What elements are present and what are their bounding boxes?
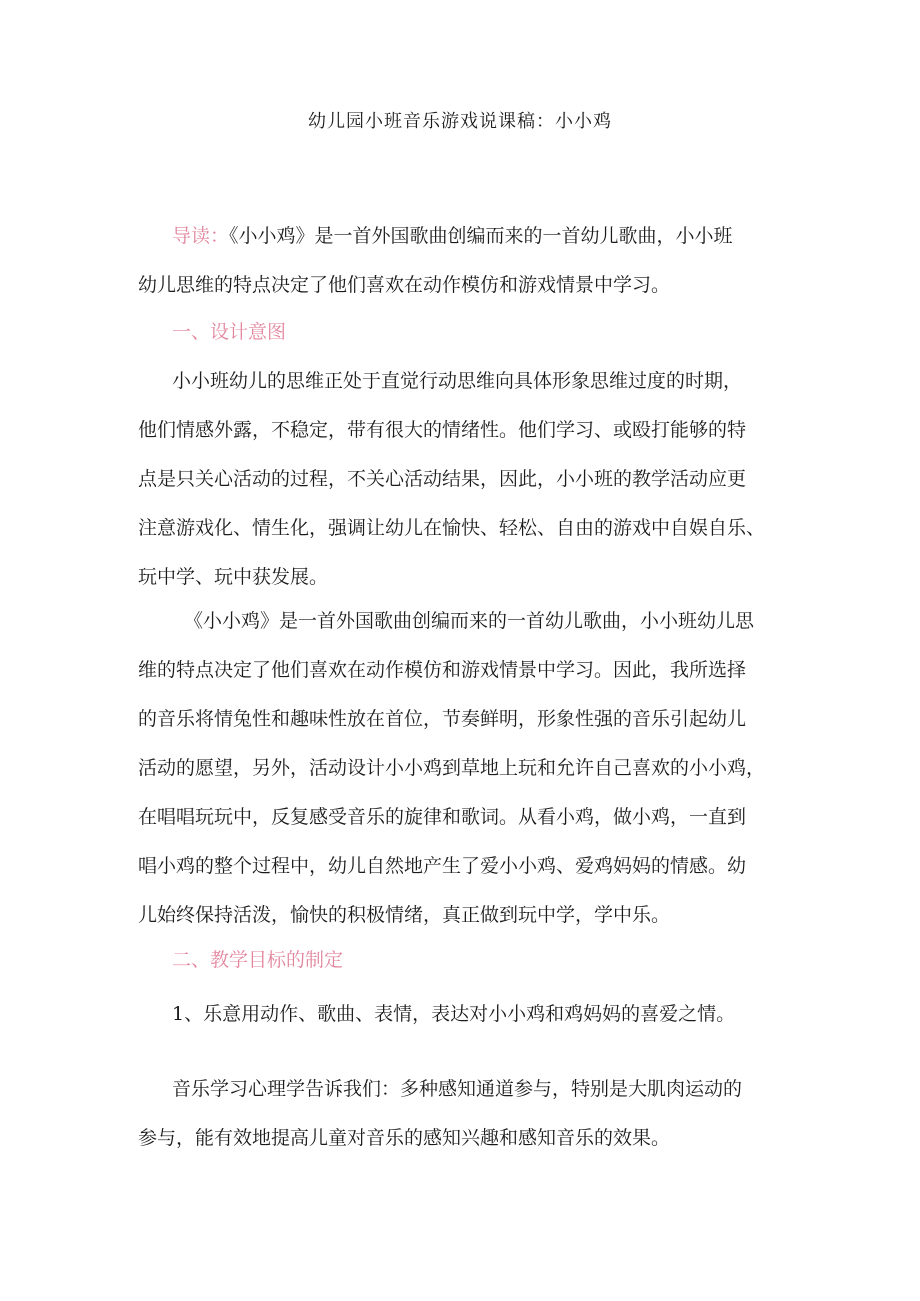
paragraph-line: 唱小鸡的整个过程中，幼儿自然地产生了爱小小鸡、爱鸡妈妈的情感。幼	[138, 855, 747, 877]
paragraph-line: 《小小鸡》是一首外国歌曲创编而来的一首幼儿歌曲，小小班幼儿思	[184, 610, 755, 632]
goal-1: 1、乐意用动作、歌曲、表情，表达对小小鸡和鸡妈妈的喜爱之情。	[172, 1003, 736, 1025]
section2-para	[138, 1065, 798, 1163]
section1-para2	[138, 597, 798, 940]
paragraph-line: 点是只关心活动的过程，不关心活动结果，因此，小小班的教学活动应更	[138, 468, 747, 490]
goal-block	[138, 990, 798, 1039]
paragraph-line: 参与，能有效地提高儿童对音乐的感知兴趣和感知音乐的效果。	[138, 1127, 671, 1149]
section1-para1	[138, 357, 798, 602]
intro-block	[138, 212, 798, 310]
paragraph-line: 的音乐将情兔性和趣味性放在首位，节奏鲜明，形象性强的音乐引起幼儿	[138, 708, 747, 730]
intro-label: 导读：	[172, 225, 230, 247]
paragraph-line: 音乐学习心理学告诉我们：多种感知通道参与，特别是大肌肉运动的	[172, 1078, 743, 1100]
section1-heading: 一、设计意图	[172, 321, 287, 343]
paragraph-line: 在唱唱玩玩中，反复感受音乐的旋律和歌词。从看小鸡，做小鸡，一直到	[138, 806, 747, 828]
intro-line-1	[138, 212, 798, 261]
intro-text-1: 《小小鸡》是一首外国歌曲创编而来的一首幼儿歌曲，小小班	[229, 225, 733, 247]
paragraph-line: 玩中学、玩中获发展。	[138, 566, 329, 588]
paragraph-line: 小小班幼儿的思维正处于直觉行动思维向具体形象思维过度的时期，	[172, 370, 743, 392]
document-title: 幼儿园小班音乐游戏说课稿：小小鸡	[308, 111, 612, 132]
paragraph-line: 活动的愿望，另外，活动设计小小鸡到草地上玩和允许自己喜欢的小小鸡，	[138, 757, 766, 779]
paragraph-line: 维的特点决定了他们喜欢在动作模仿和游戏情景中学习。因此，我所选择	[138, 659, 747, 681]
paragraph-line: 他们情感外露，不稳定，带有很大的情绪性。他们学习、或殴打能够的特	[138, 419, 747, 441]
section1-heading-block	[138, 308, 798, 357]
section2-heading: 二、教学目标的制定	[172, 949, 344, 971]
intro-line-2: 幼儿思维的特点决定了他们喜欢在动作模仿和游戏情景中学习。	[138, 274, 671, 296]
paragraph-line: 儿始终保持活泼，愉快的积极情绪，真正做到玩中学，学中乐。	[138, 904, 671, 926]
section2-heading-block	[138, 936, 798, 985]
paragraph-line: 注意游戏化、情生化，强调让幼儿在愉快、轻松、自由的游戏中自娱自乐、	[138, 517, 766, 539]
